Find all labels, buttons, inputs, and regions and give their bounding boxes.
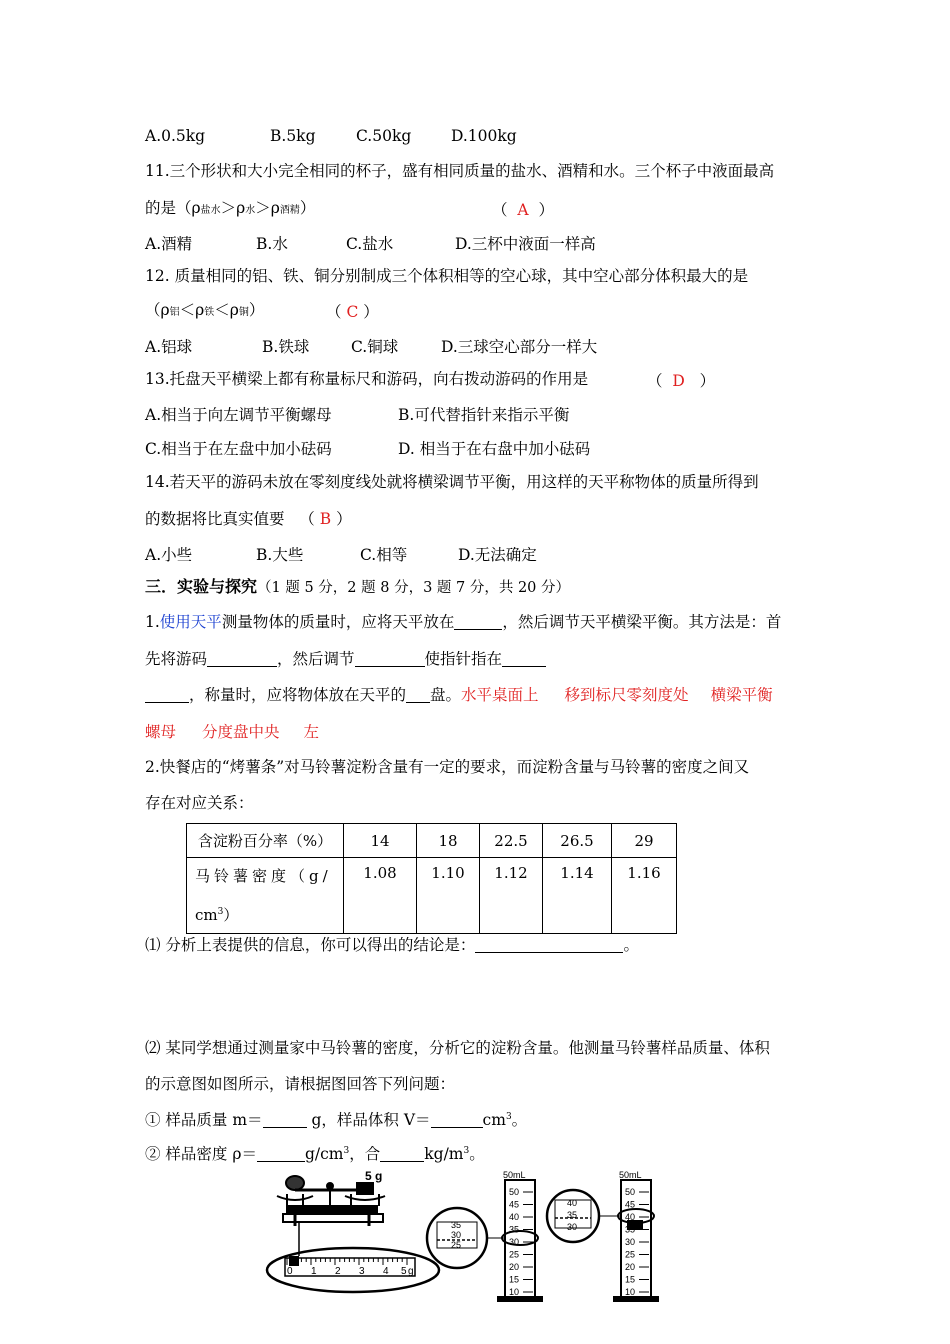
e1-answer-5: 分度盘中央 [202, 723, 280, 741]
cylinder-tick-label: 35 [625, 1224, 636, 1235]
table-cell: 1.08 [344, 858, 417, 934]
cylinder-tick-label: 45 [625, 1199, 636, 1210]
e2-stem-line1: 2.快餐店的“烤薯条”对马铃薯淀粉含量有一定的要求，而淀粉含量与马铃薯的密度之间又 [145, 758, 750, 776]
zoom1-tick: 30 [451, 1230, 462, 1240]
q11-stem-line2: 的是（ρ盐水＞ρ水＞ρ酒精） [145, 199, 316, 217]
volume-blank[interactable] [431, 1111, 483, 1128]
q13-option-a: A.相当于向左调节平衡螺母 [145, 406, 332, 424]
cylinder-tick-label: 10 [509, 1287, 520, 1297]
table-cell: 1.16 [612, 858, 677, 934]
e2-stem-line2: 存在对应关系： [145, 794, 254, 812]
q13-stem: 13.托盘天平横梁上都有称量标尺和游码，向右拨动游码的作用是 [145, 370, 589, 388]
ruler-tick-label: 0 [287, 1266, 293, 1277]
e1-line4 [145, 722, 319, 742]
ruler-tick-label: 4 [383, 1266, 389, 1277]
zoom1-tick: 35 [451, 1220, 462, 1230]
e1-answer-6: 左 [303, 723, 320, 741]
density-kg-blank[interactable] [380, 1145, 424, 1162]
e1-blank-4[interactable] [502, 650, 546, 667]
q12-option-a: A.铝球 [145, 338, 193, 356]
e1-blank-6[interactable] [406, 686, 430, 703]
q14-option-c: C.相等 [360, 546, 408, 564]
q11-option-b: B.水 [256, 235, 288, 253]
q11-option-d: D.三杯中液面一样高 [455, 235, 596, 253]
q11-option-c: C.盐水 [346, 235, 394, 253]
q11-option-a: A.酒精 [145, 235, 193, 253]
cylinder-tick-label: 35 [509, 1224, 520, 1235]
e2-question2: ② 样品密度 $\rho= g/cm^3$，合 $kg/m^3$。 [145, 1145, 485, 1164]
ruler-unit-label: g [408, 1266, 414, 1277]
mass-blank[interactable] [263, 1111, 307, 1128]
zoom1-tick: 25 [451, 1240, 462, 1250]
q12-answer: （ C ） [326, 303, 379, 321]
weight-label: 5 g [365, 1170, 383, 1183]
graduated-cylinder-1 [497, 1180, 543, 1302]
cylinder2-label: 50mL [619, 1170, 642, 1180]
q11-stem-line1: 11.三个形状和大小完全相同的杯子，盛有相同质量的盐水、酒精和水。三个杯子中液面最高 [145, 162, 775, 180]
q10-option-a: A.0.5kg [145, 127, 206, 145]
cylinder-tick-label: 30 [625, 1237, 636, 1247]
cylinder-tick-label: 50 [509, 1187, 520, 1197]
e1-answer-4: 螺母 [145, 723, 177, 741]
e2-part2-line1: ⑵ 某同学想通过测量家中马铃薯的密度，分析它的淀粉含量。他测量马铃薯样品质量、体积 [145, 1039, 770, 1057]
table-cell: 1.14 [543, 858, 612, 934]
ruler-tick-label: 2 [335, 1266, 341, 1277]
e1-line2: 先将游码 ，然后调节 使指针指在 [145, 649, 546, 669]
q13-option-b: B.可代替指针来指示平衡 [398, 406, 570, 424]
zoom2-tick: 30 [567, 1222, 578, 1232]
graduated-cylinder-2 [613, 1180, 659, 1302]
e1-answer-2: 移到标尺零刻度处 [564, 686, 689, 704]
table-cell: 22.5 [480, 824, 543, 858]
cylinder1-label: 50mL [503, 1170, 526, 1180]
q14-option-a: A.小些 [145, 546, 193, 564]
section3-heading: 三．实验与探究（1 题 5 分，2 题 8 分，3 题 7 分，共 20 分） [145, 577, 571, 596]
cylinder-tick-label: 20 [509, 1262, 520, 1272]
q14-stem-line2: 的数据将比真实值要 （ B ） [145, 510, 352, 528]
starch-density-table [186, 823, 677, 934]
zoom2-tick: 40 [567, 1198, 578, 1208]
table-header-starch: 含淀粉百分率（%） [187, 824, 344, 858]
e2-question1: ① 样品质量 m＝ g，样品体积 $V= cm^3$。 [145, 1111, 528, 1130]
e1-line3: ，称量时，应将物体放在天平的 盘。水平桌面上 移到标尺零刻度处 横梁平衡 [145, 685, 773, 705]
table-row [187, 824, 677, 858]
q13-answer: （ D ） [647, 372, 716, 390]
cylinder-tick-label: 25 [625, 1249, 636, 1260]
zoom2-tick: 35 [567, 1210, 578, 1220]
e1-blank-1[interactable] [454, 613, 502, 630]
q10-option-b: B.5kg [270, 127, 316, 145]
table-cell: 1.10 [417, 858, 480, 934]
e1-link-balance[interactable]: 使用天平 [159, 613, 222, 631]
table-cell: 18 [417, 824, 480, 858]
e1-blank-5[interactable] [145, 686, 189, 703]
q12-option-c: C.铜球 [351, 338, 399, 356]
e2-part1: ⑴ 分析上表提供的信息，你可以得出的结论是： 。 [145, 936, 639, 954]
e1-blank-3[interactable] [355, 650, 425, 667]
balance-scale [277, 1176, 385, 1256]
q13-option-d: D. 相当于在右盘中加小砝码 [398, 440, 591, 458]
measurement-figure [265, 1170, 685, 1310]
cylinder-tick-label: 15 [625, 1274, 636, 1285]
table-cell: 26.5 [543, 824, 612, 858]
cylinder-tick-label: 40 [509, 1212, 520, 1222]
cylinder-tick-label: 25 [509, 1249, 520, 1260]
q12-stem-line1: 12. 质量相同的铝、铁、铜分别制成三个体积相等的空心球，其中空心部分体积最大的是 [145, 267, 749, 285]
q14-option-d: D.无法确定 [458, 546, 537, 564]
e2-part2-line2: 的示意图如图所示，请根据图回答下列问题： [145, 1075, 456, 1093]
cylinder-tick-label: 20 [625, 1262, 636, 1272]
ruler-tick-label: 1 [311, 1266, 317, 1277]
ruler-tick-label: 5 [401, 1266, 407, 1277]
density-blank[interactable] [257, 1145, 305, 1162]
table-header-density: 马铃薯密度（g/ $cm^3$） [187, 858, 344, 934]
cylinder-tick-label: 50 [625, 1187, 636, 1197]
q11-answer: （ A ） [492, 201, 554, 219]
q13-option-c: C.相当于在左盘中加小砝码 [145, 440, 332, 458]
e1-blank-2[interactable] [207, 650, 277, 667]
cylinder-tick-label: 45 [509, 1199, 520, 1210]
q10-option-c: C.50kg [356, 127, 412, 145]
e1-answer-3: 横梁平衡 [710, 686, 773, 704]
cylinder-tick-label: 30 [509, 1237, 520, 1247]
e2-conclusion-blank[interactable] [475, 936, 623, 953]
e1-line1: 1.使用天平测量物体的质量时，应将天平放在 ，然后调节天平横梁平衡。其方法是：首 [145, 613, 782, 631]
table-cell: 14 [344, 824, 417, 858]
ruler-tick-label: 3 [359, 1266, 365, 1277]
table-cell: 1.12 [480, 858, 543, 934]
q12-option-d: D.三球空心部分一样大 [441, 338, 598, 356]
q12-stem-line2: （ρ铝＜ρ铁＜ρ铜） [145, 301, 265, 319]
table-row [187, 858, 677, 934]
e1-answer-1: 水平桌面上 [461, 686, 539, 704]
q14-option-b: B.大些 [256, 546, 304, 564]
q10-option-d: D.100kg [451, 127, 517, 145]
table-cell: 29 [612, 824, 677, 858]
cylinder-tick-label: 10 [625, 1287, 636, 1297]
q12-option-b: B.铁球 [262, 338, 310, 356]
cylinder-tick-label: 40 [625, 1212, 636, 1222]
q14-stem-line1: 14.若天平的游码未放在零刻度线处就将横梁调节平衡，用这样的天平称物体的质量所得到 [145, 473, 759, 491]
cylinder-tick-label: 15 [509, 1274, 520, 1285]
